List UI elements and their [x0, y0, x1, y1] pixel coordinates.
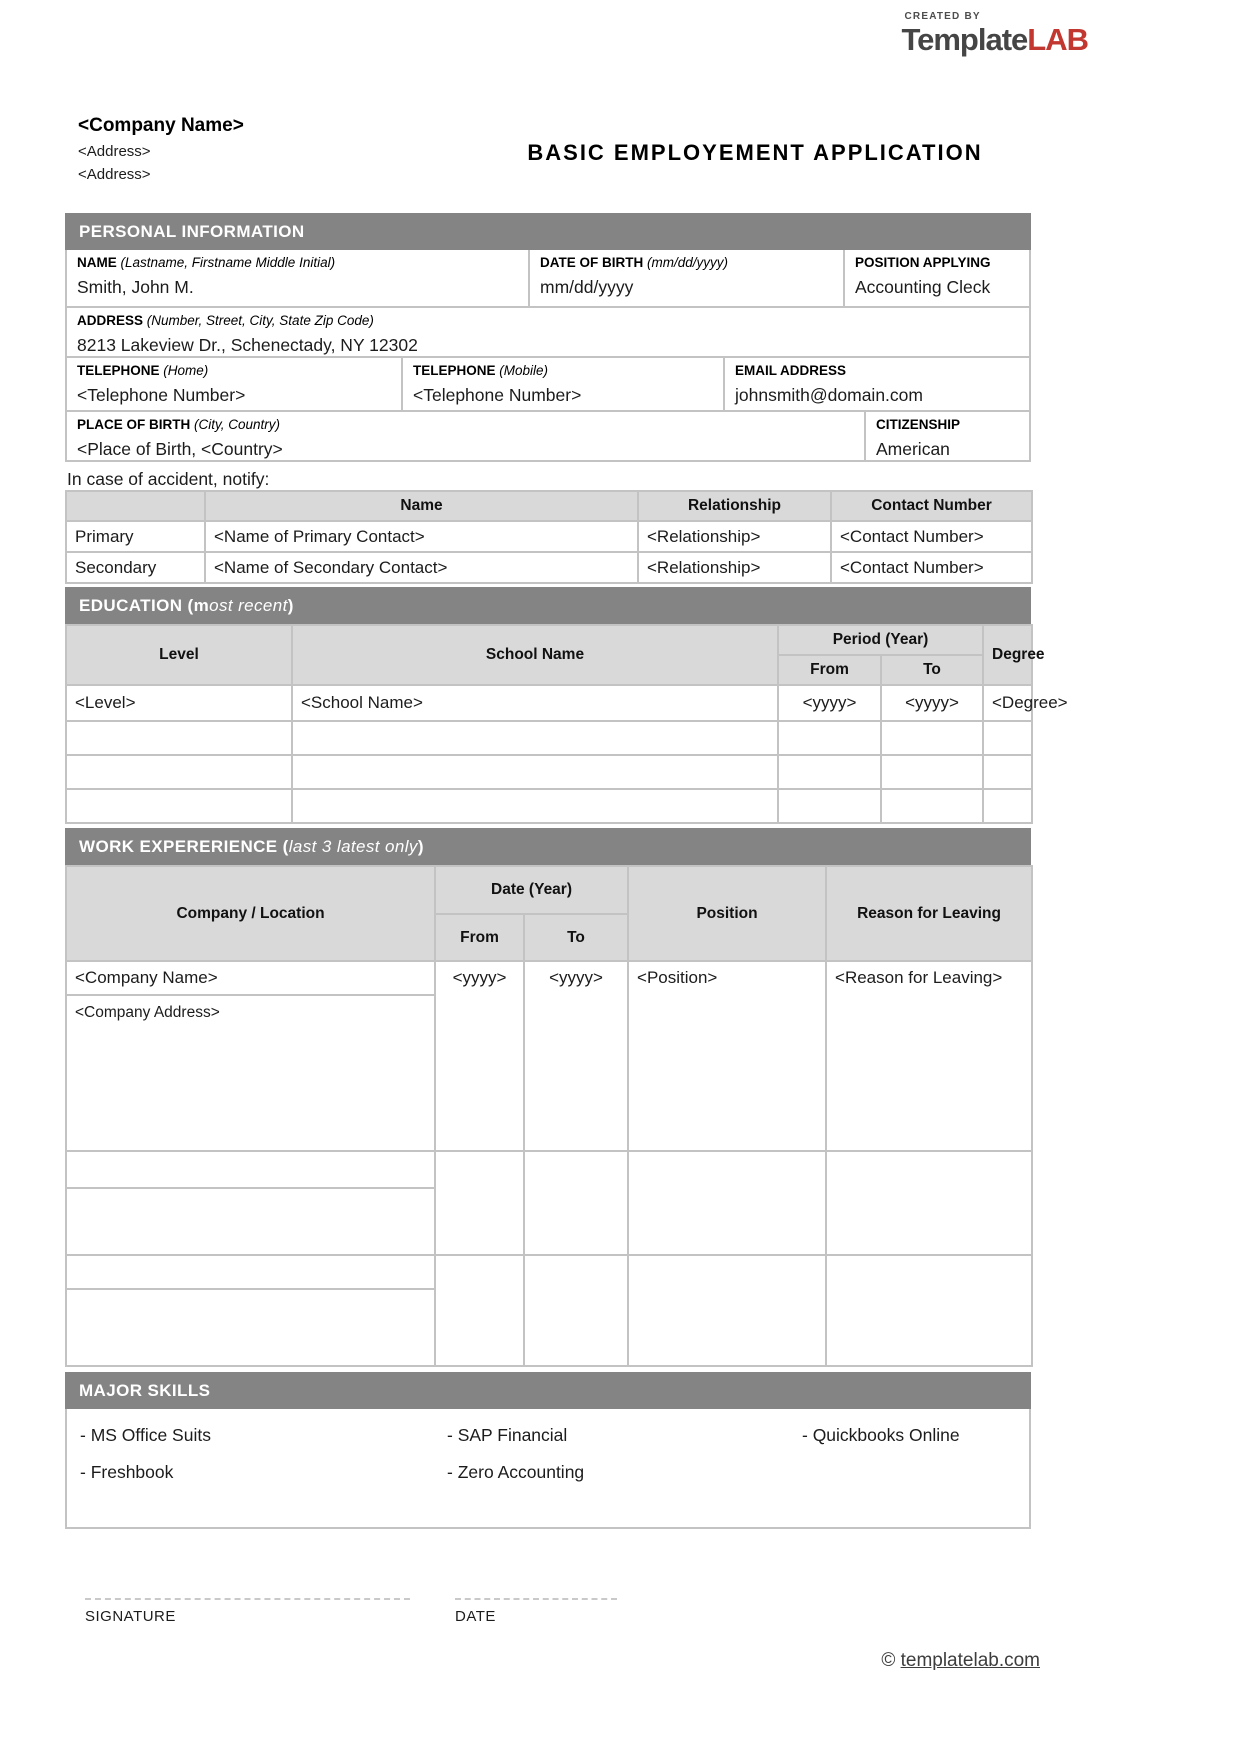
- education-to-value: <yyyy>: [881, 685, 983, 721]
- personal-row-4: [67, 410, 1029, 460]
- templatelab-logo[interactable]: [901, 12, 1088, 55]
- date-line: [455, 1586, 617, 1600]
- secondary-contact-relationship: <Relationship>: [638, 552, 831, 583]
- work-to-value: <yyyy>: [524, 961, 628, 1151]
- date-block: [455, 1586, 617, 1625]
- work-header-row-1: [66, 866, 1032, 914]
- table-row: [66, 552, 1032, 583]
- citizenship-field: [864, 412, 1029, 460]
- emergency-header-row: [66, 491, 1032, 521]
- education-degree-value: <Degree>: [983, 685, 1032, 721]
- date-of-birth-hint: (mm/dd/yyyy): [647, 255, 728, 270]
- education-school-value: <School Name>: [292, 685, 778, 721]
- templatelab-link[interactable]: templatelab.com: [900, 1650, 1040, 1671]
- work-company-address-value: [66, 1289, 435, 1366]
- telephone-home-value: <Telephone Number>: [77, 385, 246, 405]
- position-applying-value: Accounting Cleck: [855, 277, 991, 297]
- section-header-education: EDUCATION (most recent): [65, 587, 1031, 624]
- copyright-symbol: ©: [881, 1650, 896, 1671]
- emergency-contact-header: Contact Number: [831, 491, 1032, 521]
- personal-row-3: [67, 356, 1029, 410]
- work-position-header: Position: [628, 866, 826, 961]
- work-reason-value: [826, 1151, 1032, 1255]
- table-row: [66, 685, 1032, 721]
- education-degree-value: [983, 755, 1032, 789]
- email-value: johnsmith@domain.com: [735, 385, 923, 405]
- place-of-birth-field: [67, 412, 864, 460]
- emergency-contact-table: [65, 490, 1033, 584]
- primary-contact-name: <Name of Primary Contact>: [205, 521, 638, 552]
- work-from-value: [435, 1151, 524, 1255]
- citizenship-label: CITIZENSHIP: [876, 417, 961, 432]
- work-position-value: [628, 1151, 826, 1255]
- page-title: BASIC EMPLOYEMENT APPLICATION: [527, 140, 983, 165]
- work-position-value: <Position>: [628, 961, 826, 1151]
- date-of-birth-field: [528, 250, 843, 306]
- education-from-header: From: [778, 655, 881, 685]
- work-company-name-value: [66, 1151, 435, 1188]
- place-of-birth-hint: (City, Country): [194, 417, 281, 432]
- emergency-contact-intro: In case of accident, notify:: [67, 469, 270, 489]
- skill-item: - Quickbooks Online: [802, 1425, 960, 1445]
- table-row: [66, 755, 1032, 789]
- work-reason-value: <Reason for Leaving>: [826, 961, 1032, 1151]
- work-company-name-value: [66, 1255, 435, 1289]
- education-from-value: <yyyy>: [778, 685, 881, 721]
- table-row: [66, 789, 1032, 823]
- citizenship-value: American: [876, 439, 950, 459]
- skill-item: - Zero Accounting: [447, 1462, 585, 1482]
- place-of-birth-label: PLACE OF BIRTH (City, Country): [77, 417, 281, 432]
- skill-item: - SAP Financial: [447, 1425, 568, 1445]
- work-company-address-value: <Company Address>: [66, 995, 435, 1151]
- primary-contact-relationship: <Relationship>: [638, 521, 831, 552]
- email-field: [723, 358, 1029, 410]
- table-row: [66, 521, 1032, 552]
- primary-contact-number: <Contact Number>: [831, 521, 1032, 552]
- personal-information-grid: [65, 250, 1031, 462]
- telephone-mobile-value: <Telephone Number>: [413, 385, 582, 405]
- telephone-mobile-label: TELEPHONE (Mobile): [413, 363, 549, 378]
- education-table: [65, 624, 1068, 824]
- education-degree-value: [983, 789, 1032, 823]
- education-level-value: [66, 755, 292, 789]
- work-company-name-value: <Company Name>: [66, 961, 435, 995]
- signature-area: [65, 1586, 1031, 1625]
- education-to-value: [881, 789, 983, 823]
- name-hint: (Lastname, Firstname Middle Initial): [120, 255, 336, 270]
- name-field: [67, 250, 528, 306]
- secondary-contact-name: <Name of Secondary Contact>: [205, 552, 638, 583]
- email-label: EMAIL ADDRESS: [735, 363, 847, 378]
- position-applying-field: [843, 250, 1029, 306]
- education-from-value: [778, 755, 881, 789]
- place-of-birth-value: <Place of Birth, <Country>: [77, 439, 283, 459]
- signature-block: [85, 1586, 410, 1625]
- telephone-mobile-hint: (Mobile): [499, 363, 549, 378]
- education-degree-header: Degree: [983, 625, 1032, 685]
- work-company-header: Company / Location: [66, 866, 435, 961]
- logo-brand-text: [901, 24, 1088, 55]
- work-reason-value: [826, 1255, 1032, 1366]
- emergency-name-header: Name: [205, 491, 638, 521]
- education-level-header: Level: [66, 625, 292, 685]
- primary-contact-type: Primary: [66, 521, 205, 552]
- work-company-address-value: [66, 1188, 435, 1255]
- education-degree-value: [983, 721, 1032, 755]
- emergency-type-header: [66, 491, 205, 521]
- education-to-value: [881, 721, 983, 755]
- footer: [881, 1650, 1040, 1672]
- signature-label: SIGNATURE: [85, 1608, 176, 1625]
- education-school-value: [292, 755, 778, 789]
- work-to-header: To: [524, 914, 628, 961]
- name-value: Smith, John M.: [77, 277, 194, 297]
- secondary-contact-number: <Contact Number>: [831, 552, 1032, 583]
- form-body: [65, 213, 1068, 1529]
- work-to-value: [524, 1255, 628, 1366]
- emergency-relationship-header: Relationship: [638, 491, 831, 521]
- education-header-row-1: [66, 625, 1032, 655]
- work-date-header: Date (Year): [435, 866, 628, 914]
- telephone-home-field: [67, 358, 401, 410]
- work-from-value: [435, 1255, 524, 1366]
- company-name-placeholder: <Company Name>: [78, 115, 244, 136]
- education-from-value: [778, 789, 881, 823]
- logo-brand-accent: LAB: [1027, 22, 1088, 57]
- education-period-header: Period (Year): [778, 625, 983, 655]
- company-header: [78, 115, 244, 183]
- table-row: [66, 721, 1032, 755]
- work-to-value: [524, 1151, 628, 1255]
- education-level-value: [66, 789, 292, 823]
- section-header-personal-information: PERSONAL INFORMATION: [65, 213, 1031, 250]
- logo-created-by-label: CREATED BY: [904, 11, 981, 22]
- education-school-header: School Name: [292, 625, 778, 685]
- address-label: ADDRESS (Number, Street, City, State Zip Code): [77, 313, 374, 328]
- work-position-value: [628, 1255, 826, 1366]
- logo-brand-primary: Template: [901, 22, 1028, 57]
- table-row: [66, 1151, 1032, 1188]
- company-address-line-1: <Address>: [78, 143, 151, 160]
- table-row: [66, 1255, 1032, 1289]
- work-from-header: From: [435, 914, 524, 961]
- education-school-value: [292, 721, 778, 755]
- address-field: [67, 308, 1029, 356]
- name-label: NAME (Lastname, Firstname Middle Initial): [77, 255, 336, 270]
- section-header-major-skills: MAJOR SKILLS: [65, 1372, 1031, 1409]
- table-row: [66, 961, 1032, 995]
- skill-item: - Freshbook: [80, 1462, 174, 1482]
- work-from-value: <yyyy>: [435, 961, 524, 1151]
- education-level-value: [66, 721, 292, 755]
- work-experience-table: [65, 865, 1033, 1367]
- education-to-header: To: [881, 655, 983, 685]
- address-hint: (Number, Street, City, State Zip Code): [146, 313, 374, 328]
- section-header-work-experience: WORK EXPERERIENCE (last 3 latest only): [65, 828, 1031, 865]
- personal-row-2: [67, 306, 1029, 356]
- telephone-home-hint: (Home): [163, 363, 209, 378]
- skill-item: - MS Office Suits: [80, 1425, 211, 1445]
- major-skills-list: [65, 1409, 1031, 1529]
- telephone-mobile-field: [401, 358, 723, 410]
- company-address-line-2: <Address>: [78, 166, 151, 183]
- signature-line: [85, 1586, 410, 1600]
- education-from-value: [778, 721, 881, 755]
- education-level-value: <Level>: [66, 685, 292, 721]
- education-school-value: [292, 789, 778, 823]
- work-reason-header: Reason for Leaving: [826, 866, 1032, 961]
- date-of-birth-label: DATE OF BIRTH (mm/dd/yyyy): [540, 255, 728, 270]
- date-label: DATE: [455, 1608, 496, 1625]
- address-value: 8213 Lakeview Dr., Schenectady, NY 12302: [77, 335, 418, 355]
- telephone-home-label: TELEPHONE (Home): [77, 363, 209, 378]
- position-applying-label: POSITION APPLYING: [855, 255, 991, 270]
- education-to-value: [881, 755, 983, 789]
- date-of-birth-value: mm/dd/yyyy: [540, 277, 634, 297]
- personal-row-1: [67, 250, 1029, 306]
- secondary-contact-type: Secondary: [66, 552, 205, 583]
